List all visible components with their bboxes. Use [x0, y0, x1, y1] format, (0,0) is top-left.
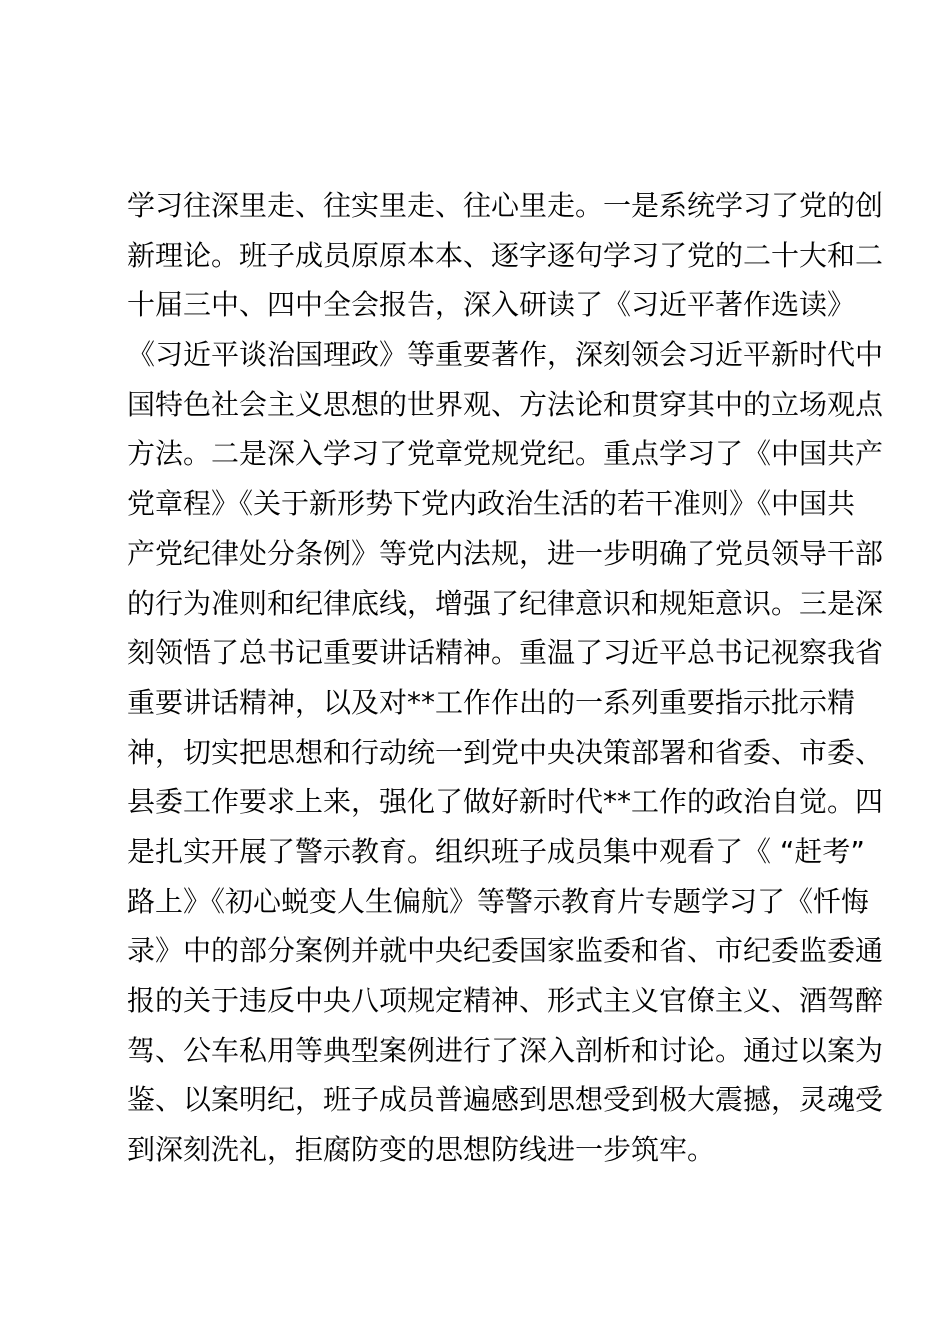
text-line: 录》中的部分案例并就中央纪委国家监委和省、市纪委监委通 [127, 934, 884, 968]
text-line: 驾、公车私用等典型案例进行了深入剖析和讨论。通过以案为 [127, 1033, 884, 1067]
text-line: 新理论。班子成员原原本本、逐字逐句学习了党的二十大和二 [127, 238, 884, 272]
text-line: 国特色社会主义思想的世界观、方法论和贯穿其中的立场观点 [127, 387, 884, 421]
text-line: 是扎实开展了警示教育。组织班子成员集中观看了《 “赶考” [127, 834, 865, 868]
text-line: 十届三中、四中全会报告，深入研读了《习近平著作选读》 [127, 288, 856, 322]
text-line: 方法。二是深入学习了党章党规党纪。重点学习了《中国共产 [127, 437, 884, 471]
document-body [127, 181, 884, 1175]
text-line: 党章程》《关于新形势下党内政治生活的若干准则》《中国共 [127, 487, 856, 521]
text-line: 神，切实把思想和行动统一到党中央决策部署和省委、市委、 [127, 735, 884, 769]
text-line: 报的关于违反中央八项规定精神、形式主义官僚主义、酒驾醉 [127, 984, 884, 1017]
text-line: 刻领悟了总书记重要讲话精神。重温了习近平总书记视察我省 [127, 636, 884, 670]
text-line: 路上》《初心蜕变人生偏航》等警示教育片专题学习了《忏悔 [127, 884, 870, 918]
text-line: 到深刻洗礼，拒腐防变的思想防线进一步筑牢。 [127, 1133, 716, 1167]
text-line: 重要讲话精神，以及对**工作作出的一系列重要指示批示精 [127, 685, 856, 719]
text-line: 《习近平谈治国理政》等重要著作，深刻领会习近平新时代中 [127, 338, 884, 372]
text-line: 学习往深里走、往实里走、往心里走。一是系统学习了党的创 [127, 189, 884, 222]
text-line: 鉴、以案明纪，班子成员普遍感到思想受到极大震撼，灵魂受 [127, 1083, 884, 1117]
text-line: 产党纪律处分条例》等党内法规，进一步明确了党员领导干部 [127, 536, 884, 570]
text-line: 的行为准则和纪律底线，增强了纪律意识和规矩意识。三是深 [127, 586, 884, 620]
text-line: 县委工作要求上来，强化了做好新时代**工作的政治自觉。四 [127, 785, 884, 819]
